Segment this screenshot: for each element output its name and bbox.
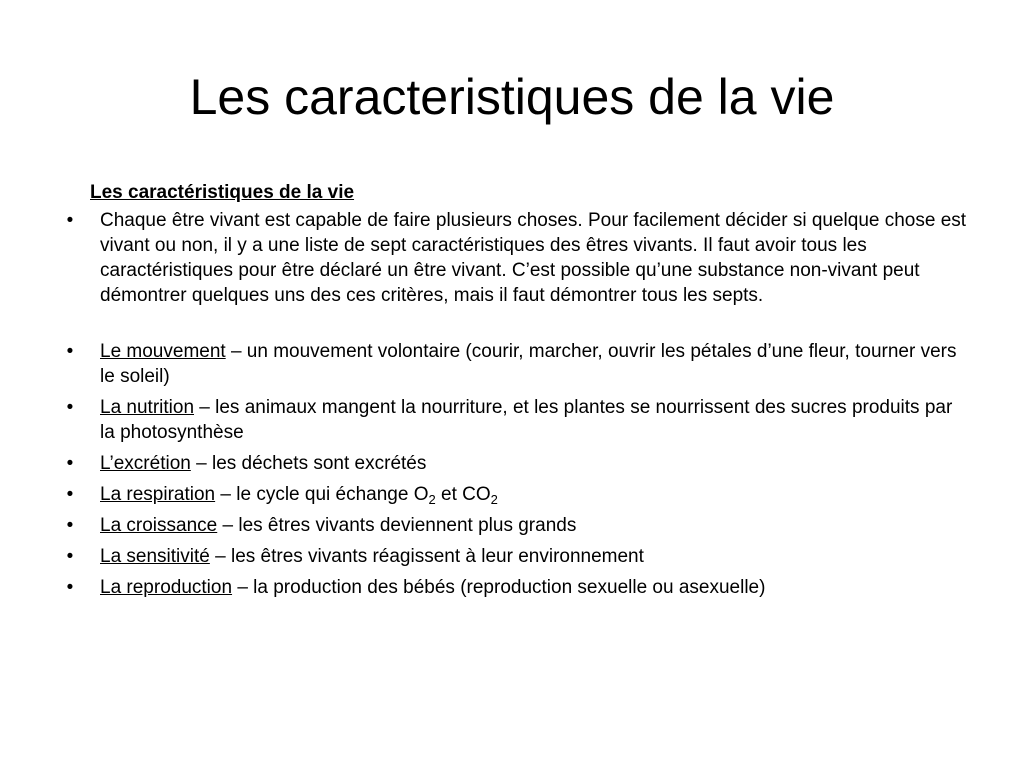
item-term: La croissance [100,515,218,536]
slide-title: Les caracteristiques de la vie [189,69,835,125]
intro-text: Chaque être vivant est capable de faire plusieurs choses. Pour facilement décider si quelque chose est vivant ou non, il y a une liste de sept caractéristiques des êtres vivants. Il faut avoir tous les caractéristiques pour être déclaré un être vivant. C’est possible qu’une substance non-vivant peut démontrer quelques uns des ces critères, mais il faut démontrer tous les septs. [100,210,967,306]
subscript: 2 [490,492,498,507]
slide-body [66,180,970,606]
list-item-nutrition [66,395,970,445]
item-description: – les êtres vivants réagissent à leur environnement [209,546,644,567]
item-description: et CO [435,484,491,505]
bullet-icon: • [66,515,74,536]
bullet-icon: • [66,484,74,505]
list-item-reproduction [66,575,970,600]
item-term: La reproduction [100,577,233,598]
bullet-icon: • [66,397,74,418]
item-term: L’excrétion [100,453,191,474]
item-description: – le cycle qui échange O [215,484,429,505]
item-term: La respiration [100,484,216,505]
list-item-sensitivite [66,544,970,569]
subscript: 2 [428,492,436,507]
section-heading: Les caractéristiques de la vie [90,182,355,203]
item-term: Le mouvement [100,341,226,362]
list-item-respiration [66,482,970,507]
list-item-mouvement [66,339,970,389]
item-description: – les animaux mangent la nourriture, et les plantes se nourrissent des sucres produits par la photosynthèse [100,397,953,443]
intro-paragraph [66,208,970,308]
bullet-icon: • [66,546,74,567]
item-term: La sensitivité [100,546,210,567]
bullet-icon: • [66,453,74,474]
list-item-excretion [66,451,970,476]
bullet-icon: • [66,210,74,231]
item-description: – les déchets sont excrétés [190,453,427,474]
item-description: – la production des bébés (reproduction sexuelle ou asexuelle) [232,577,766,598]
item-term: La nutrition [100,397,195,418]
bullet-icon: • [66,577,74,598]
item-description: – un mouvement volontaire (courir, marcher, ouvrir les pétales d’une fleur, tourner vers le soleil) [100,341,957,387]
item-description: – les êtres vivants deviennent plus grands [217,515,577,536]
list-item-croissance [66,513,970,538]
bullet-icon: • [66,341,74,362]
